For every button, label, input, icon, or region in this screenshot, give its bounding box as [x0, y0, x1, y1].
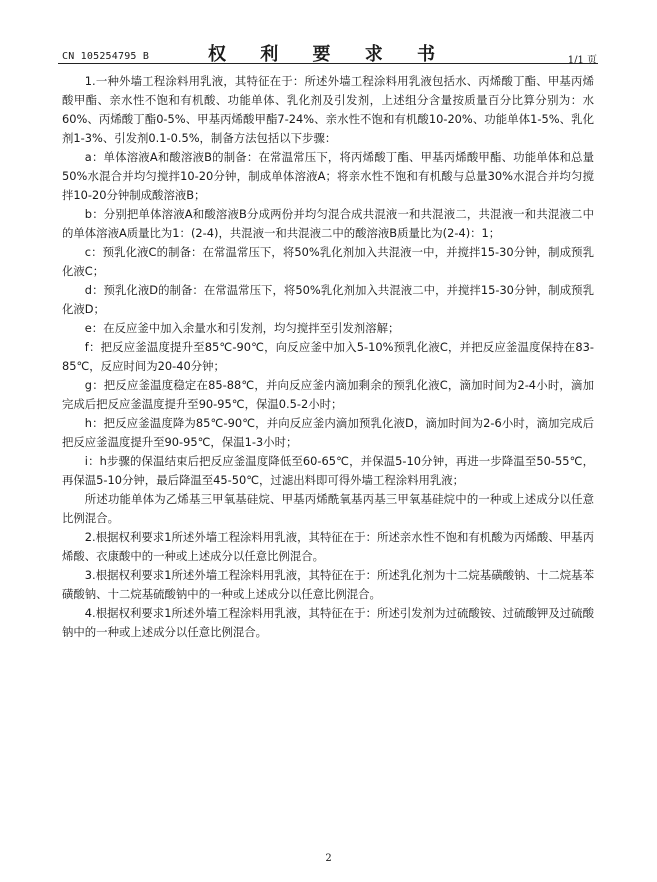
- claim-2: 2.根据权利要求1所述外墙工程涂料用乳液，其特征在于：所述亲水性不饱和有机酸为丙烯酸、甲基丙烯酸、衣康酸中的一种或上述成分以任意比例混合。: [62, 530, 594, 563]
- claim-1-intro: 1.一种外墙工程涂料用乳液，其特征在于：所述外墙工程涂料用乳液包括水、丙烯酸丁酯、甲基丙烯酸甲酯、亲水性不饱和有机酸、功能单体、乳化剂及引发剂，上述组分含量按质量百分比算分别为：水60%、丙烯酸丁酯0-5%、甲基丙烯酸甲酯7-24%、亲水性不饱和有机酸10-20%、功能单体1-5%、乳化剂1-3%、引发剂0.1-0.5%，制备方法包括以下步骤：: [62, 74, 594, 145]
- page-info: 1/1 页: [567, 55, 597, 66]
- claims-body: [62, 72, 594, 642]
- step-f: f：把反应釜温度提升至85℃-90℃，向反应釜中加入5-10%预乳化液C，并把反应釜温度保持在83-85℃，反应时间为20-40分钟；: [62, 340, 594, 373]
- step-i: i：h步骤的保温结束后把反应釜温度降低至60-65℃，并保温5-10分钟，再进一步降温至50-55℃，再保温5-10分钟，最后降温至45-50℃，过滤出料即可得外墙工程涂料用乳液；: [62, 454, 594, 487]
- page-title: 权 利 要 求 书: [207, 44, 450, 65]
- document-number: CN 105254795 B: [62, 51, 150, 62]
- step-g: g：把反应釜温度稳定在85-88℃，并向反应釜内滴加剩余的预乳化液C，滴加时间为2-4小时，滴加完成后把反应釜温度提升至90-95℃，保温0.5-2小时；: [62, 378, 594, 411]
- header-divider: [58, 63, 598, 64]
- claim-4: 4.根据权利要求1所述外墙工程涂料用乳液，其特征在于：所述引发剂为过硫酸铵、过硫酸钾及过硫酸钠中的一种或上述成分以任意比例混合。: [62, 606, 594, 639]
- claim-3: 3.根据权利要求1所述外墙工程涂料用乳液，其特征在于：所述乳化剂为十二烷基磺酸钠、十二烷基苯磺酸钠、十二烷基硫酸钠中的一种或上述成分以任意比例混合。: [62, 568, 594, 601]
- step-a: a：单体溶液A和酸溶液B的制备：在常温常压下，将丙烯酸丁酯、甲基丙烯酸甲酯、功能单体和总量50%水混合并均匀搅拌10-20分钟，制成单体溶液A；将亲水性不饱和有机酸与总量30%水混合并均匀搅拌10-20分钟制成酸溶液B；: [62, 150, 594, 202]
- claim-1-functional-monomer: 所述功能单体为乙烯基三甲氧基硅烷、甲基丙烯酰氧基丙基三甲氧基硅烷中的一种或上述成分以任意比例混合。: [62, 492, 594, 525]
- step-e: e：在反应釜中加入余量水和引发剂，均匀搅拌至引发剂溶解；: [84, 321, 400, 335]
- step-b: b：分别把单体溶液A和酸溶液B分成两份并均匀混合成共混液一和共混液二，共混液一和共混液二中的单体溶液A质量比为1：(2-4)，共混液一和共混液二中的酸溶液B质量比为(2-4)：1；: [62, 207, 594, 240]
- step-d: d：预乳化液D的制备：在常温常压下，将50%乳化剂加入共混液二中，并搅拌15-30分钟，制成预乳化液D；: [62, 283, 594, 316]
- step-c: c：预乳化液C的制备：在常温常压下，将50%乳化剂加入共混液一中，并搅拌15-30分钟，制成预乳化液C；: [62, 245, 594, 278]
- step-h: h：把反应釜温度降为85℃-90℃，并向反应釜内滴加预乳化液D，滴加时间为2-6小时，滴加完成后把反应釜温度提升至90-95℃，保温1-3小时；: [62, 416, 594, 449]
- page-number: 2: [325, 853, 332, 864]
